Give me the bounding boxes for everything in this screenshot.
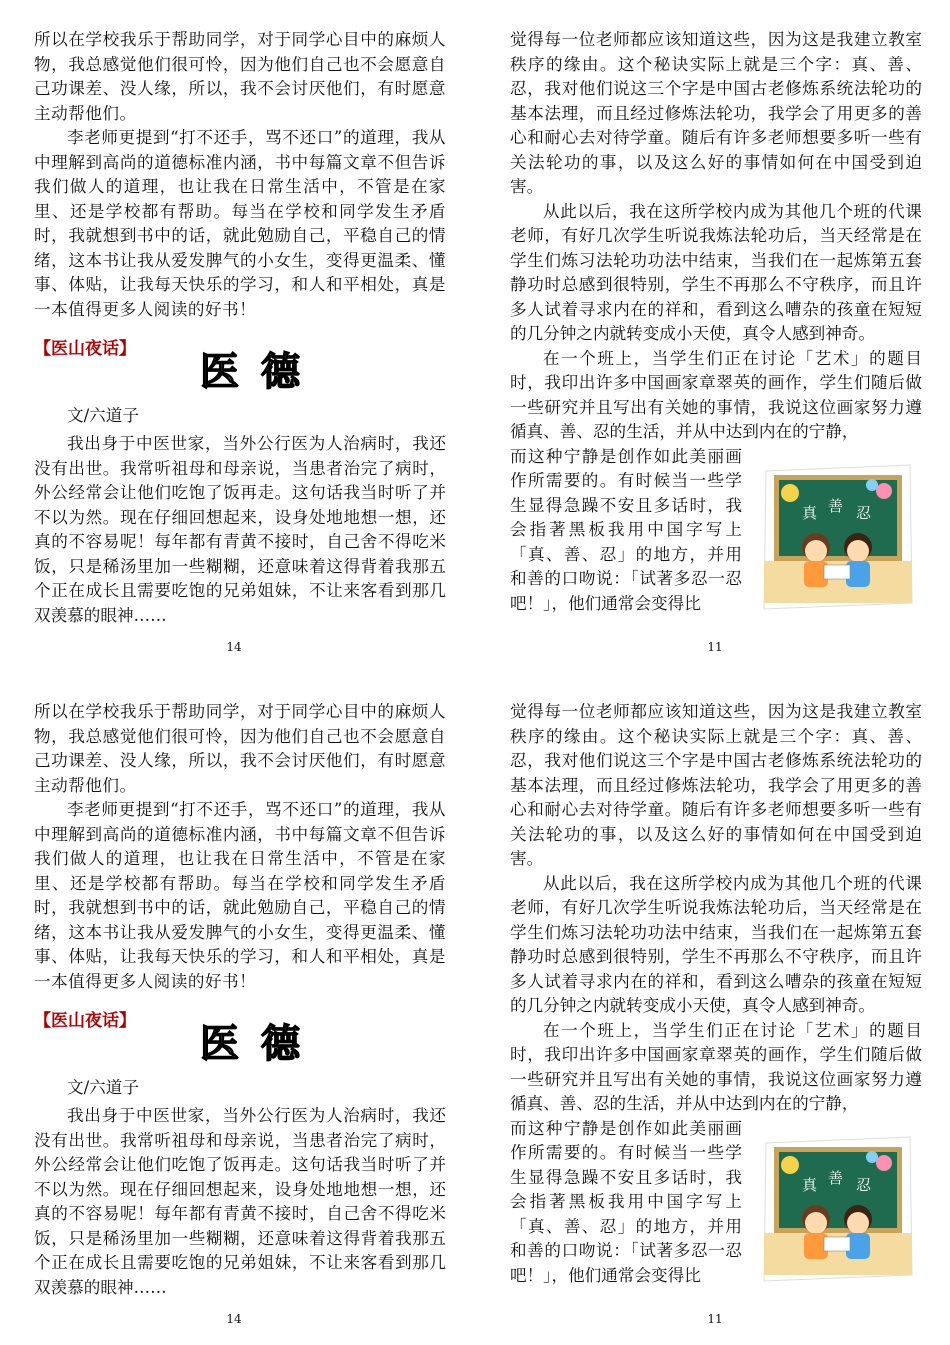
body-paragraph: 从此以后，我在这所学校内成为其他几个班的代课老师，有好几次学生听说我炼法轮功后，当天经常是在学生们炼习法轮功功法中结束，当我们在一起炼第五套静功时总感到很特别，学生不再那么不守秩序，而且许多人试着寻求内在的祥和，看到这么嘈杂的孩童在短短的几分钟之内就转变成小天使，真令人感到神奇。 [510, 201, 922, 343]
board-char: 真 [802, 1175, 818, 1194]
right-page-top [510, 28, 922, 616]
page-number: 11 [707, 640, 723, 654]
board-char: 善 [828, 496, 844, 515]
right-page-bottom [510, 700, 922, 1288]
article-title: 医德 [200, 349, 323, 395]
body-paragraph: 李老师更提到“打不还手，骂不还口”的道理，我从中理解到高尚的道德标准内涵，书中每篇文章不但告诉我们做人的道理，也让我在日常生活中，不管是在家里、还是学校都有帮助。每当在学校和同学发生矛盾时，我就想到书中的话，就此勉励自己，平稳自己的情绪，这本书让我从爱发脾气的小女生，变得更温柔、懂事、体贴，让我每天快乐的学习，和人和平相处，真是一本值得更多人阅读的好书！ [34, 800, 446, 991]
body-paragraph: 所以在学校我乐于帮助同学，对于同学心目中的麻烦人物，我总感觉他们很可怜，因为他们自己也不会愿意自己功课差、没人缘，所以，我不会讨厌他们，有时愿意主动帮他们。 [34, 702, 446, 795]
body-paragraph: 从此以后，我在这所学校内成为其他几个班的代课老师，有好几次学生听说我炼法轮功后，当天经常是在学生们炼习法轮功功法中结束，当我们在一起炼第五套静功时总感到很特别，学生不再那么不守秩序，而且许多人试着寻求内在的祥和，看到这么嘈杂的孩童在短短的几分钟之内就转变成小天使，真令人感到神奇。 [510, 873, 922, 1015]
page-number: 14 [226, 1312, 242, 1326]
page-number: 11 [707, 1312, 723, 1326]
classroom-illustration [760, 1135, 916, 1285]
body-paragraph: 我出身于中医世家，当外公行医为人治病时，我还没有出世。我常听祖母和母亲说，当患者治完了病时，外公经常会让他们吃饱了饭再走。这句话我当时听了并不以为然。现在仔细回想起来，设身处地地想一想，还真的不容易呢！每年都有青黄不接时，自己舍不得吃米饭，只是稀汤里加一些糊糊，还意味着这得背着我那五个正在成长且需要吃饱的兄弟姐妹，不让来客看到那几双羡慕的眼神…… [34, 1106, 446, 1297]
column-tag: 【医山夜话】 [34, 339, 136, 359]
byline: 文/六道子 [67, 406, 139, 425]
board-char: 真 [802, 503, 818, 522]
body-paragraph: 所以在学校我乐于帮助同学，对于同学心目中的麻烦人物，我总感觉他们很可怜，因为他们自己也不会愿意自己功课差、没人缘，所以，我不会讨厌他们，有时愿意主动帮他们。 [34, 30, 446, 123]
page-number: 14 [226, 640, 242, 654]
body-paragraph: 觉得每一位老师都应该知道这些，因为这是我建立教室秩序的缘由。这个秘诀实际上就是三个字：真、善、忍，我对他们说这三个字是中国古老修炼系统法轮功的基本法理，而且经过修炼法轮功，我学会了用更多的善心和耐心去对待学童。随后有许多老师想要多听一些有关法轮功的事，以及这么好的事情如何在中国受到迫害。 [510, 702, 922, 868]
wrapped-paragraph: 而这种宁静是创作如此美丽画作所需要的。有时候当一些学生显得急躁不安且多话时，我会指著黑板我用中国字写上「真、善、忍」的地方，并用和善的口吻说：「试著多忍一忍吧！」，他们通常会变得比 [510, 1118, 742, 1285]
board-char: 善 [828, 1168, 844, 1187]
board-char: 忍 [856, 1175, 872, 1194]
classroom-illustration [760, 463, 916, 613]
left-page-top [34, 28, 446, 628]
column-tag: 【医山夜话】 [34, 1011, 136, 1031]
byline: 文/六道子 [67, 1078, 139, 1097]
article-title: 医德 [200, 1021, 323, 1067]
body-paragraph: 在一个班上，当学生们正在讨论「艺术」的题目时，我印出许多中国画家章翠英的画作，学生们随后做一些研究并且写出有关她的事情，我说这位画家努力遵循真、善、忍的生活，并从中达到内在的宁静， [510, 1020, 922, 1113]
body-paragraph: 我出身于中医世家，当外公行医为人治病时，我还没有出世。我常听祖母和母亲说，当患者治完了病时，外公经常会让他们吃饱了饭再走。这句话我当时听了并不以为然。现在仔细回想起来，设身处地地想一想，还真的不容易呢！每年都有青黄不接时，自己舍不得吃米饭，只是稀汤里加一些糊糊，还意味着这得背着我那五个正在成长且需要吃饱的兄弟姐妹，不让来客看到那几双羡慕的眼神…… [34, 434, 446, 625]
left-page-bottom [34, 700, 446, 1300]
wrapped-paragraph: 而这种宁静是创作如此美丽画作所需要的。有时候当一些学生显得急躁不安且多话时，我会指著黑板我用中国字写上「真、善、忍」的地方，并用和善的口吻说：「试著多忍一忍吧！」，他们通常会变得比 [510, 446, 742, 613]
body-paragraph: 觉得每一位老师都应该知道这些，因为这是我建立教室秩序的缘由。这个秘诀实际上就是三个字：真、善、忍，我对他们说这三个字是中国古老修炼系统法轮功的基本法理，而且经过修炼法轮功，我学会了用更多的善心和耐心去对待学童。随后有许多老师想要多听一些有关法轮功的事，以及这么好的事情如何在中国受到迫害。 [510, 30, 922, 196]
body-paragraph: 在一个班上，当学生们正在讨论「艺术」的题目时，我印出许多中国画家章翠英的画作，学生们随后做一些研究并且写出有关她的事情，我说这位画家努力遵循真、善、忍的生活，并从中达到内在的宁静， [510, 348, 922, 441]
body-paragraph: 李老师更提到“打不还手，骂不还口”的道理，我从中理解到高尚的道德标准内涵，书中每篇文章不但告诉我们做人的道理，也让我在日常生活中，不管是在家里、还是学校都有帮助。每当在学校和同学发生矛盾时，我就想到书中的话，就此勉励自己，平稳自己的情绪，这本书让我从爱发脾气的小女生，变得更温柔、懂事、体贴，让我每天快乐的学习，和人和平相处，真是一本值得更多人阅读的好书！ [34, 128, 446, 319]
board-char: 忍 [856, 503, 872, 522]
